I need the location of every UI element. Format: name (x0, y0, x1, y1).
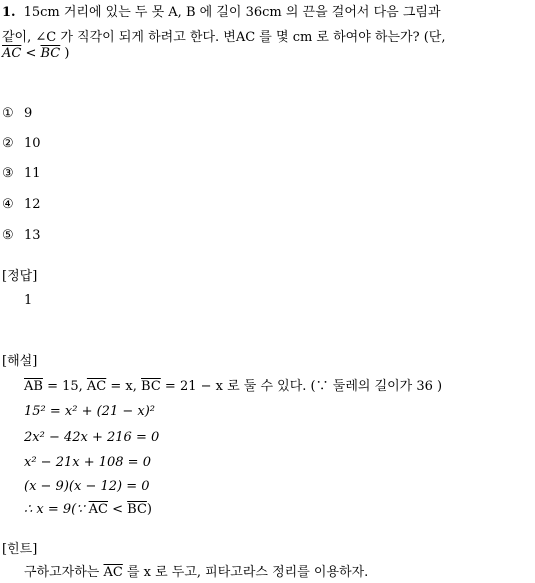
solution-l6-part-a: ∴ x = 9(∵ (24, 502, 89, 517)
option-1-mark: ① (2, 106, 14, 121)
option-3-value: 11 (24, 166, 41, 181)
segment-bc: $\overline{BC}$ (127, 502, 147, 517)
question-text-1: 15cm 거리에 있는 두 못 A, B 에 길이 36cm 의 끈을 걸어서 다음 그림과 (23, 5, 441, 20)
segment-ac: $\overline{AC}$ (2, 46, 22, 61)
option-2-value: 10 (24, 136, 41, 151)
option-5-value: 13 (24, 228, 41, 243)
solution-line-6 (24, 501, 152, 519)
question-line-1 (2, 4, 441, 22)
solution-label: [해설] (2, 354, 38, 369)
option-2-mark: ② (2, 136, 14, 151)
segment-ab: $\overline{AB}$ (24, 379, 43, 394)
condition-close: ) (60, 46, 70, 61)
hint-part-2: 를 x 로 두고, 피타고라스 정리를 이용하자. (122, 565, 369, 580)
question-line-2: 같이, ∠C 가 직각이 되게 하려고 한다. 변AC 를 몇 cm 로 하여야 하는가? (단, (2, 30, 446, 45)
solution-line-5: (x − 9)(x − 12) = 0 (24, 479, 150, 494)
solution-l6-lt: < (107, 502, 128, 517)
answer-label: [정답] (2, 269, 38, 284)
solution-line-3: 2x² − 42x + 216 = 0 (24, 430, 160, 445)
less-than: < (21, 46, 41, 61)
option-1[interactable] (2, 105, 32, 123)
hint-text (24, 564, 368, 582)
segment-ac: $\overline{AC}$ (88, 502, 108, 517)
solution-line-2: 15² = x² + (21 − x)² (24, 404, 155, 419)
answer-value: 1 (24, 293, 33, 308)
solution-l1-part-b: = x, (106, 379, 142, 394)
option-3[interactable] (2, 165, 41, 183)
option-2[interactable] (2, 135, 41, 153)
solution-line-1 (24, 378, 442, 396)
hint-label: [힌트] (2, 542, 38, 557)
segment-bc: $\overline{BC}$ (40, 46, 61, 61)
option-4[interactable] (2, 196, 41, 214)
solution-line-4: x² − 21x + 108 = 0 (24, 455, 151, 470)
option-5-mark: ⑤ (2, 228, 14, 243)
segment-ac: $\overline{AC}$ (86, 379, 107, 394)
option-5[interactable] (2, 227, 41, 245)
option-1-value: 9 (24, 106, 33, 121)
hint-part-1: 구하고자하는 (24, 565, 104, 580)
segment-ac: $\overline{AC}$ (103, 565, 123, 580)
question-number: 1. (2, 5, 16, 20)
solution-l1-part-c: = 21 − x 로 둘 수 있다. (∵ 둘레의 길이가 36 ) (160, 379, 443, 394)
option-4-value: 12 (24, 197, 41, 212)
option-4-mark: ④ (2, 197, 14, 212)
solution-l1-part-a: = 15, (42, 379, 87, 394)
solution-l6-close: ) (146, 502, 152, 517)
segment-bc: $\overline{BC}$ (141, 379, 161, 394)
question-condition (2, 45, 69, 63)
option-3-mark: ③ (2, 166, 14, 181)
